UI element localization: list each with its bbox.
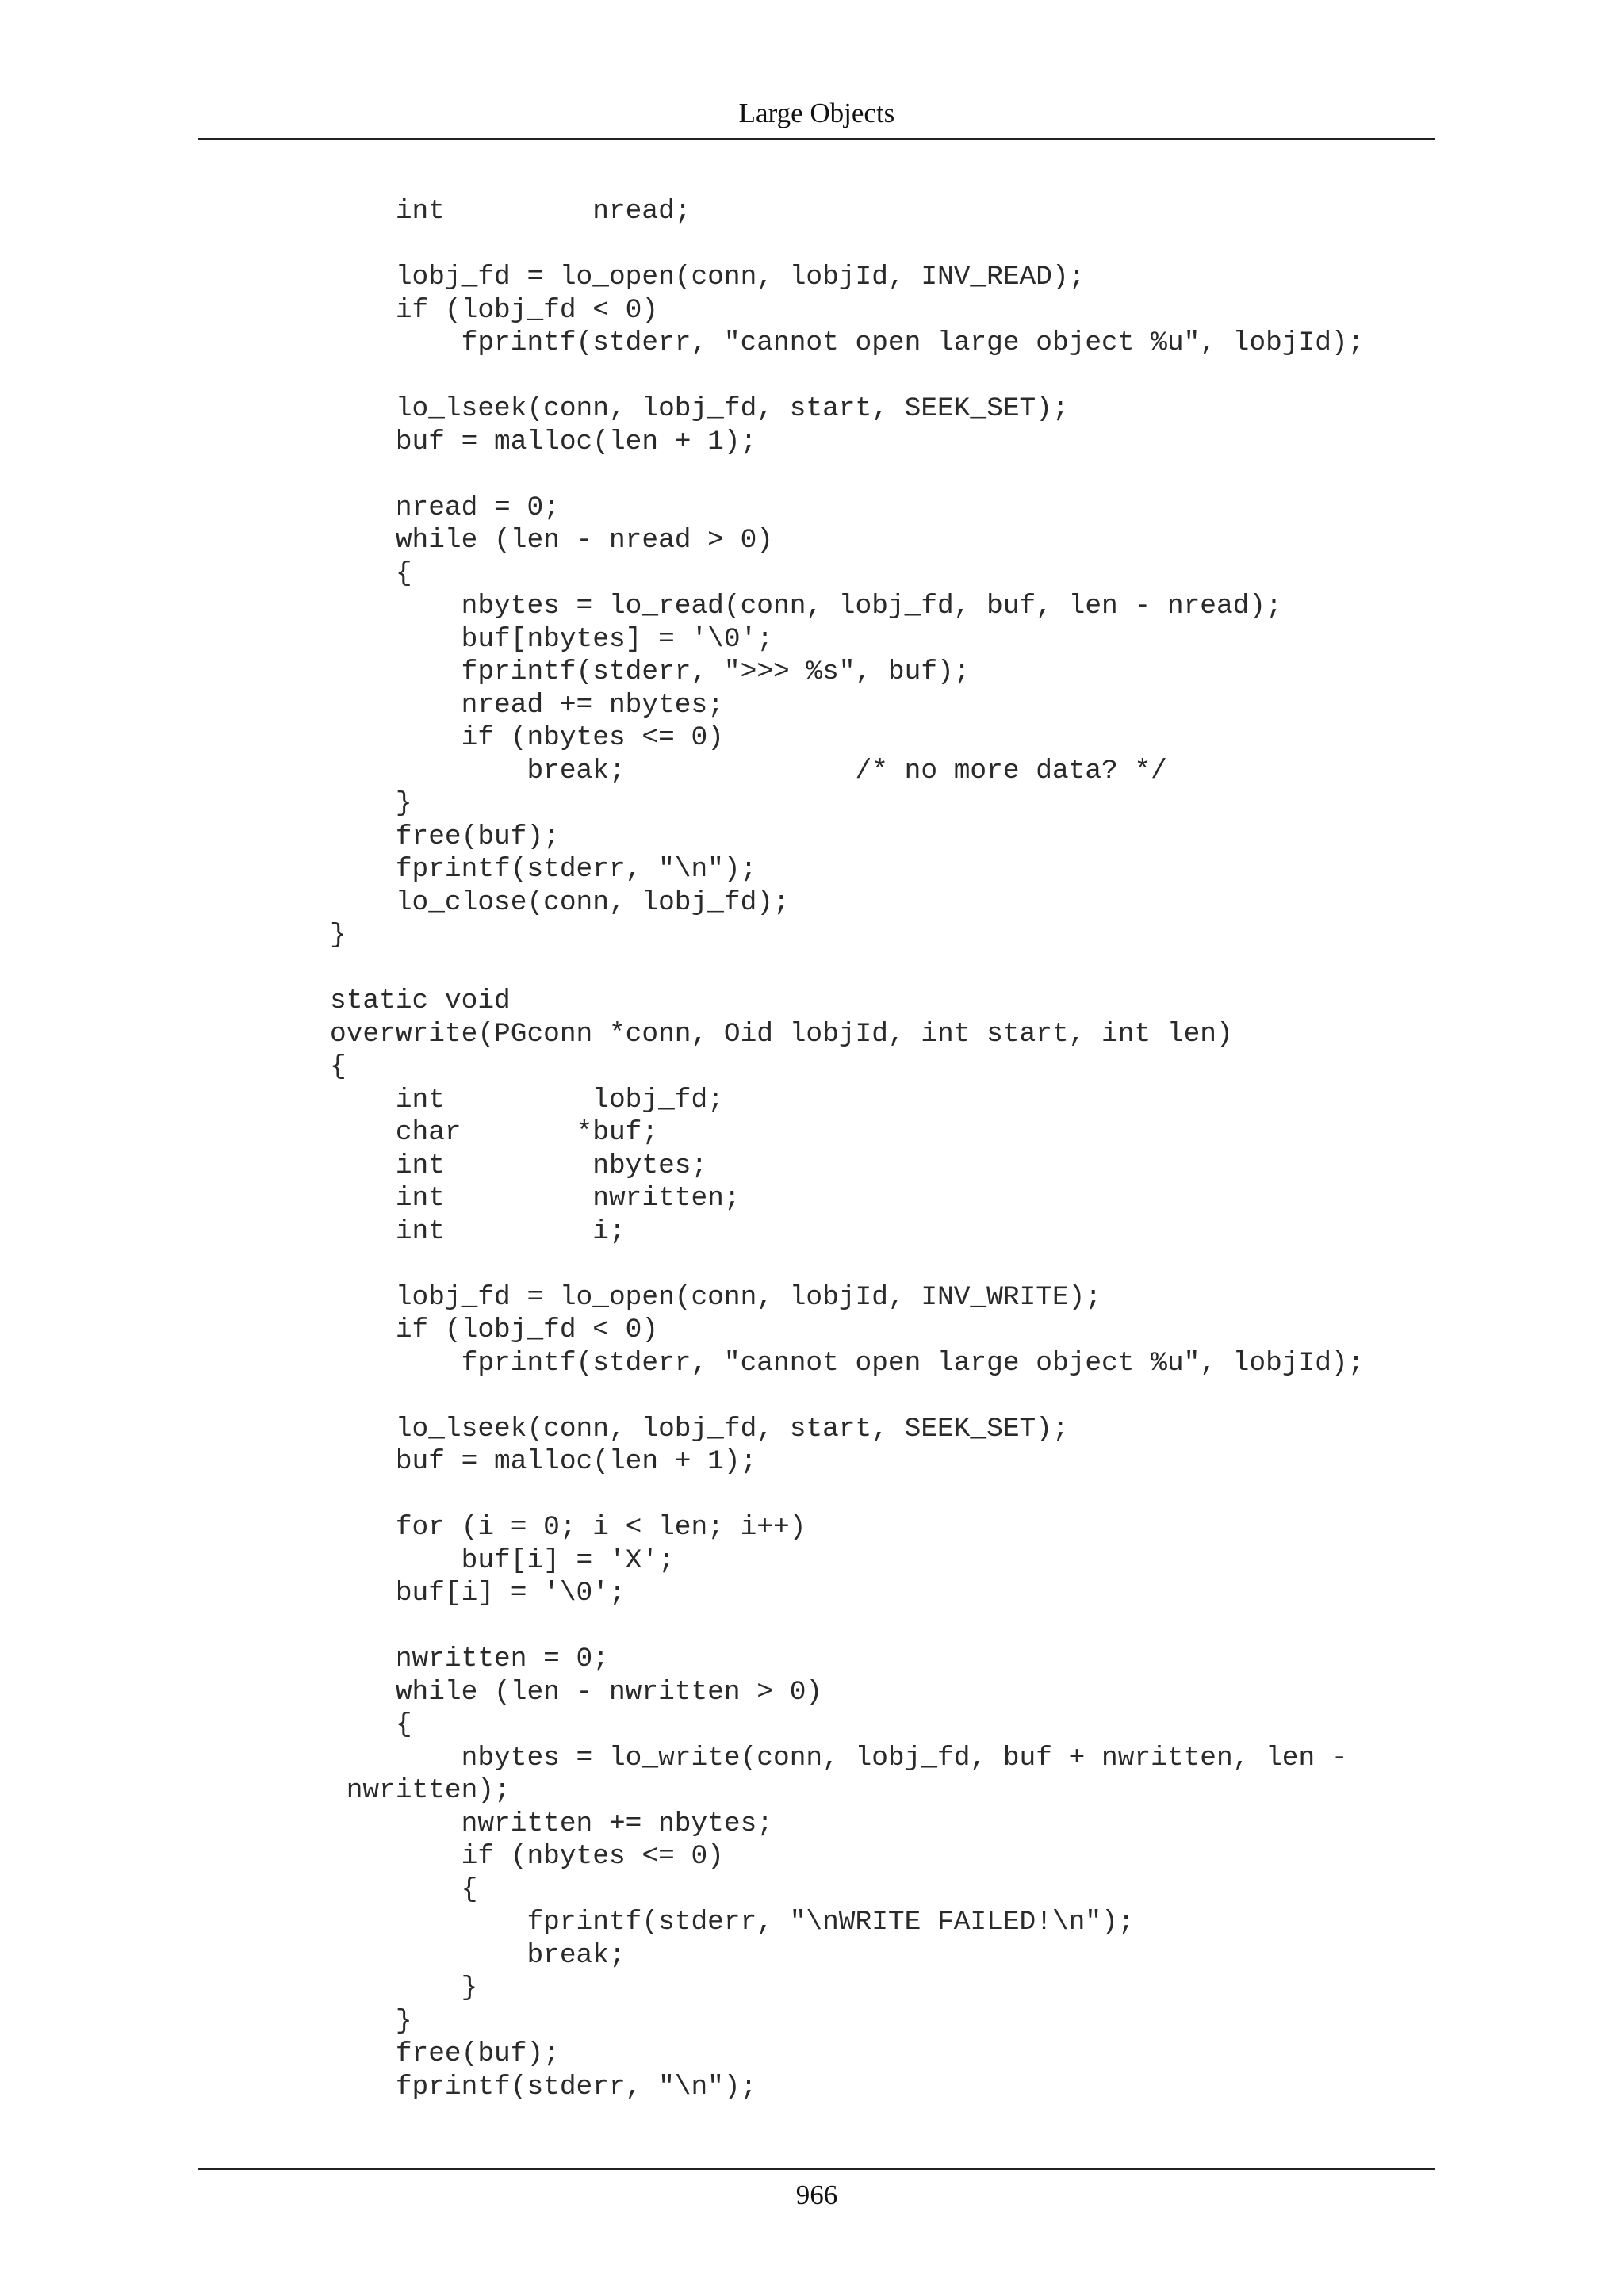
page-title: Large Objects bbox=[738, 98, 895, 128]
code-line: nbytes = lo_write(conn, lobj_fd, buf + nwritten, len - bbox=[330, 1742, 1348, 1774]
code-line: if (lobj_fd < 0) bbox=[330, 1314, 659, 1345]
page-header bbox=[198, 89, 1435, 140]
code-line: while (len - nread > 0) bbox=[330, 525, 773, 556]
code-line: } bbox=[330, 920, 347, 951]
code-line: nwritten += nbytes; bbox=[330, 1808, 773, 1839]
code-line: free(buf); bbox=[330, 2038, 560, 2069]
code-line bbox=[330, 1610, 1364, 1644]
code-line: char *buf; bbox=[330, 1117, 659, 1148]
page-footer bbox=[198, 2168, 1435, 2221]
code-line: nwritten); bbox=[330, 1775, 511, 1806]
code-line bbox=[330, 1248, 1364, 1281]
code-line bbox=[330, 1479, 1364, 1512]
code-line: { bbox=[330, 1873, 478, 1905]
code-line: nread += nbytes; bbox=[330, 689, 724, 721]
code-line: buf[nbytes] = '\0'; bbox=[330, 623, 773, 655]
code-line: int nbytes; bbox=[330, 1150, 708, 1181]
code-line: int lobj_fd; bbox=[330, 1084, 724, 1115]
code-line: { bbox=[330, 1709, 412, 1740]
code-line: for (i = 0; i < len; i++) bbox=[330, 1512, 806, 1543]
code-line: int i; bbox=[330, 1215, 626, 1247]
code-line: static void bbox=[330, 985, 511, 1016]
code-line: lo_close(conn, lobj_fd); bbox=[330, 886, 790, 918]
code-line: overwrite(PGconn *conn, Oid lobjId, int start, int len) bbox=[330, 1018, 1233, 1050]
code-line: fprintf(stderr, ">>> %s", buf); bbox=[330, 656, 971, 687]
code-line: while (len - nwritten > 0) bbox=[330, 1676, 823, 1708]
code-line: lobj_fd = lo_open(conn, lobjId, INV_WRITE); bbox=[330, 1281, 1102, 1313]
code-line: fprintf(stderr, "\n"); bbox=[330, 2071, 757, 2103]
code-line: fprintf(stderr, "cannot open large object %u", lobjId); bbox=[330, 1347, 1365, 1379]
code-line: fprintf(stderr, "\n"); bbox=[330, 854, 757, 885]
code-line: { bbox=[330, 557, 412, 589]
code-line: buf[i] = 'X'; bbox=[330, 1544, 675, 1576]
code-line: buf = malloc(len + 1); bbox=[330, 426, 757, 457]
code-line: } bbox=[330, 788, 412, 819]
code-line bbox=[330, 360, 1364, 393]
code-line: break; /* no more data? */ bbox=[330, 755, 1167, 786]
code-line: fprintf(stderr, "cannot open large object %u", lobjId); bbox=[330, 327, 1365, 358]
code-line: if (nbytes <= 0) bbox=[330, 722, 724, 753]
code-line: } bbox=[330, 1973, 478, 2003]
code-line: nwritten = 0; bbox=[330, 1644, 609, 1674]
code-line: int nwritten; bbox=[330, 1183, 741, 1214]
code-line: fprintf(stderr, "\nWRITE FAILED!\n"); bbox=[330, 1907, 1135, 1938]
code-line: if (lobj_fd < 0) bbox=[330, 294, 659, 326]
code-line: int nread; bbox=[330, 196, 691, 227]
code-line: lo_lseek(conn, lobj_fd, start, SEEK_SET); bbox=[330, 393, 1069, 424]
code-line: break; bbox=[330, 1939, 626, 1971]
code-line: } bbox=[330, 2005, 412, 2037]
code-line: if (nbytes <= 0) bbox=[330, 1841, 724, 1872]
code-line: nread = 0; bbox=[330, 492, 560, 523]
code-line: free(buf); bbox=[330, 821, 560, 852]
code-line: { bbox=[330, 1051, 347, 1082]
code-line: lo_lseek(conn, lobj_fd, start, SEEK_SET); bbox=[330, 1413, 1069, 1445]
page-number: 966 bbox=[795, 2179, 838, 2210]
code-line bbox=[330, 458, 1364, 492]
code-line: buf[i] = '\0'; bbox=[330, 1578, 626, 1609]
code-line bbox=[330, 952, 1364, 985]
code-line bbox=[330, 1380, 1364, 1413]
code-listing bbox=[330, 195, 1364, 2103]
code-line: buf = malloc(len + 1); bbox=[330, 1446, 757, 1477]
code-line bbox=[330, 228, 1364, 262]
code-line: lobj_fd = lo_open(conn, lobjId, INV_READ); bbox=[330, 262, 1086, 293]
code-line: nbytes = lo_read(conn, lobj_fd, buf, len - nread); bbox=[330, 591, 1282, 622]
